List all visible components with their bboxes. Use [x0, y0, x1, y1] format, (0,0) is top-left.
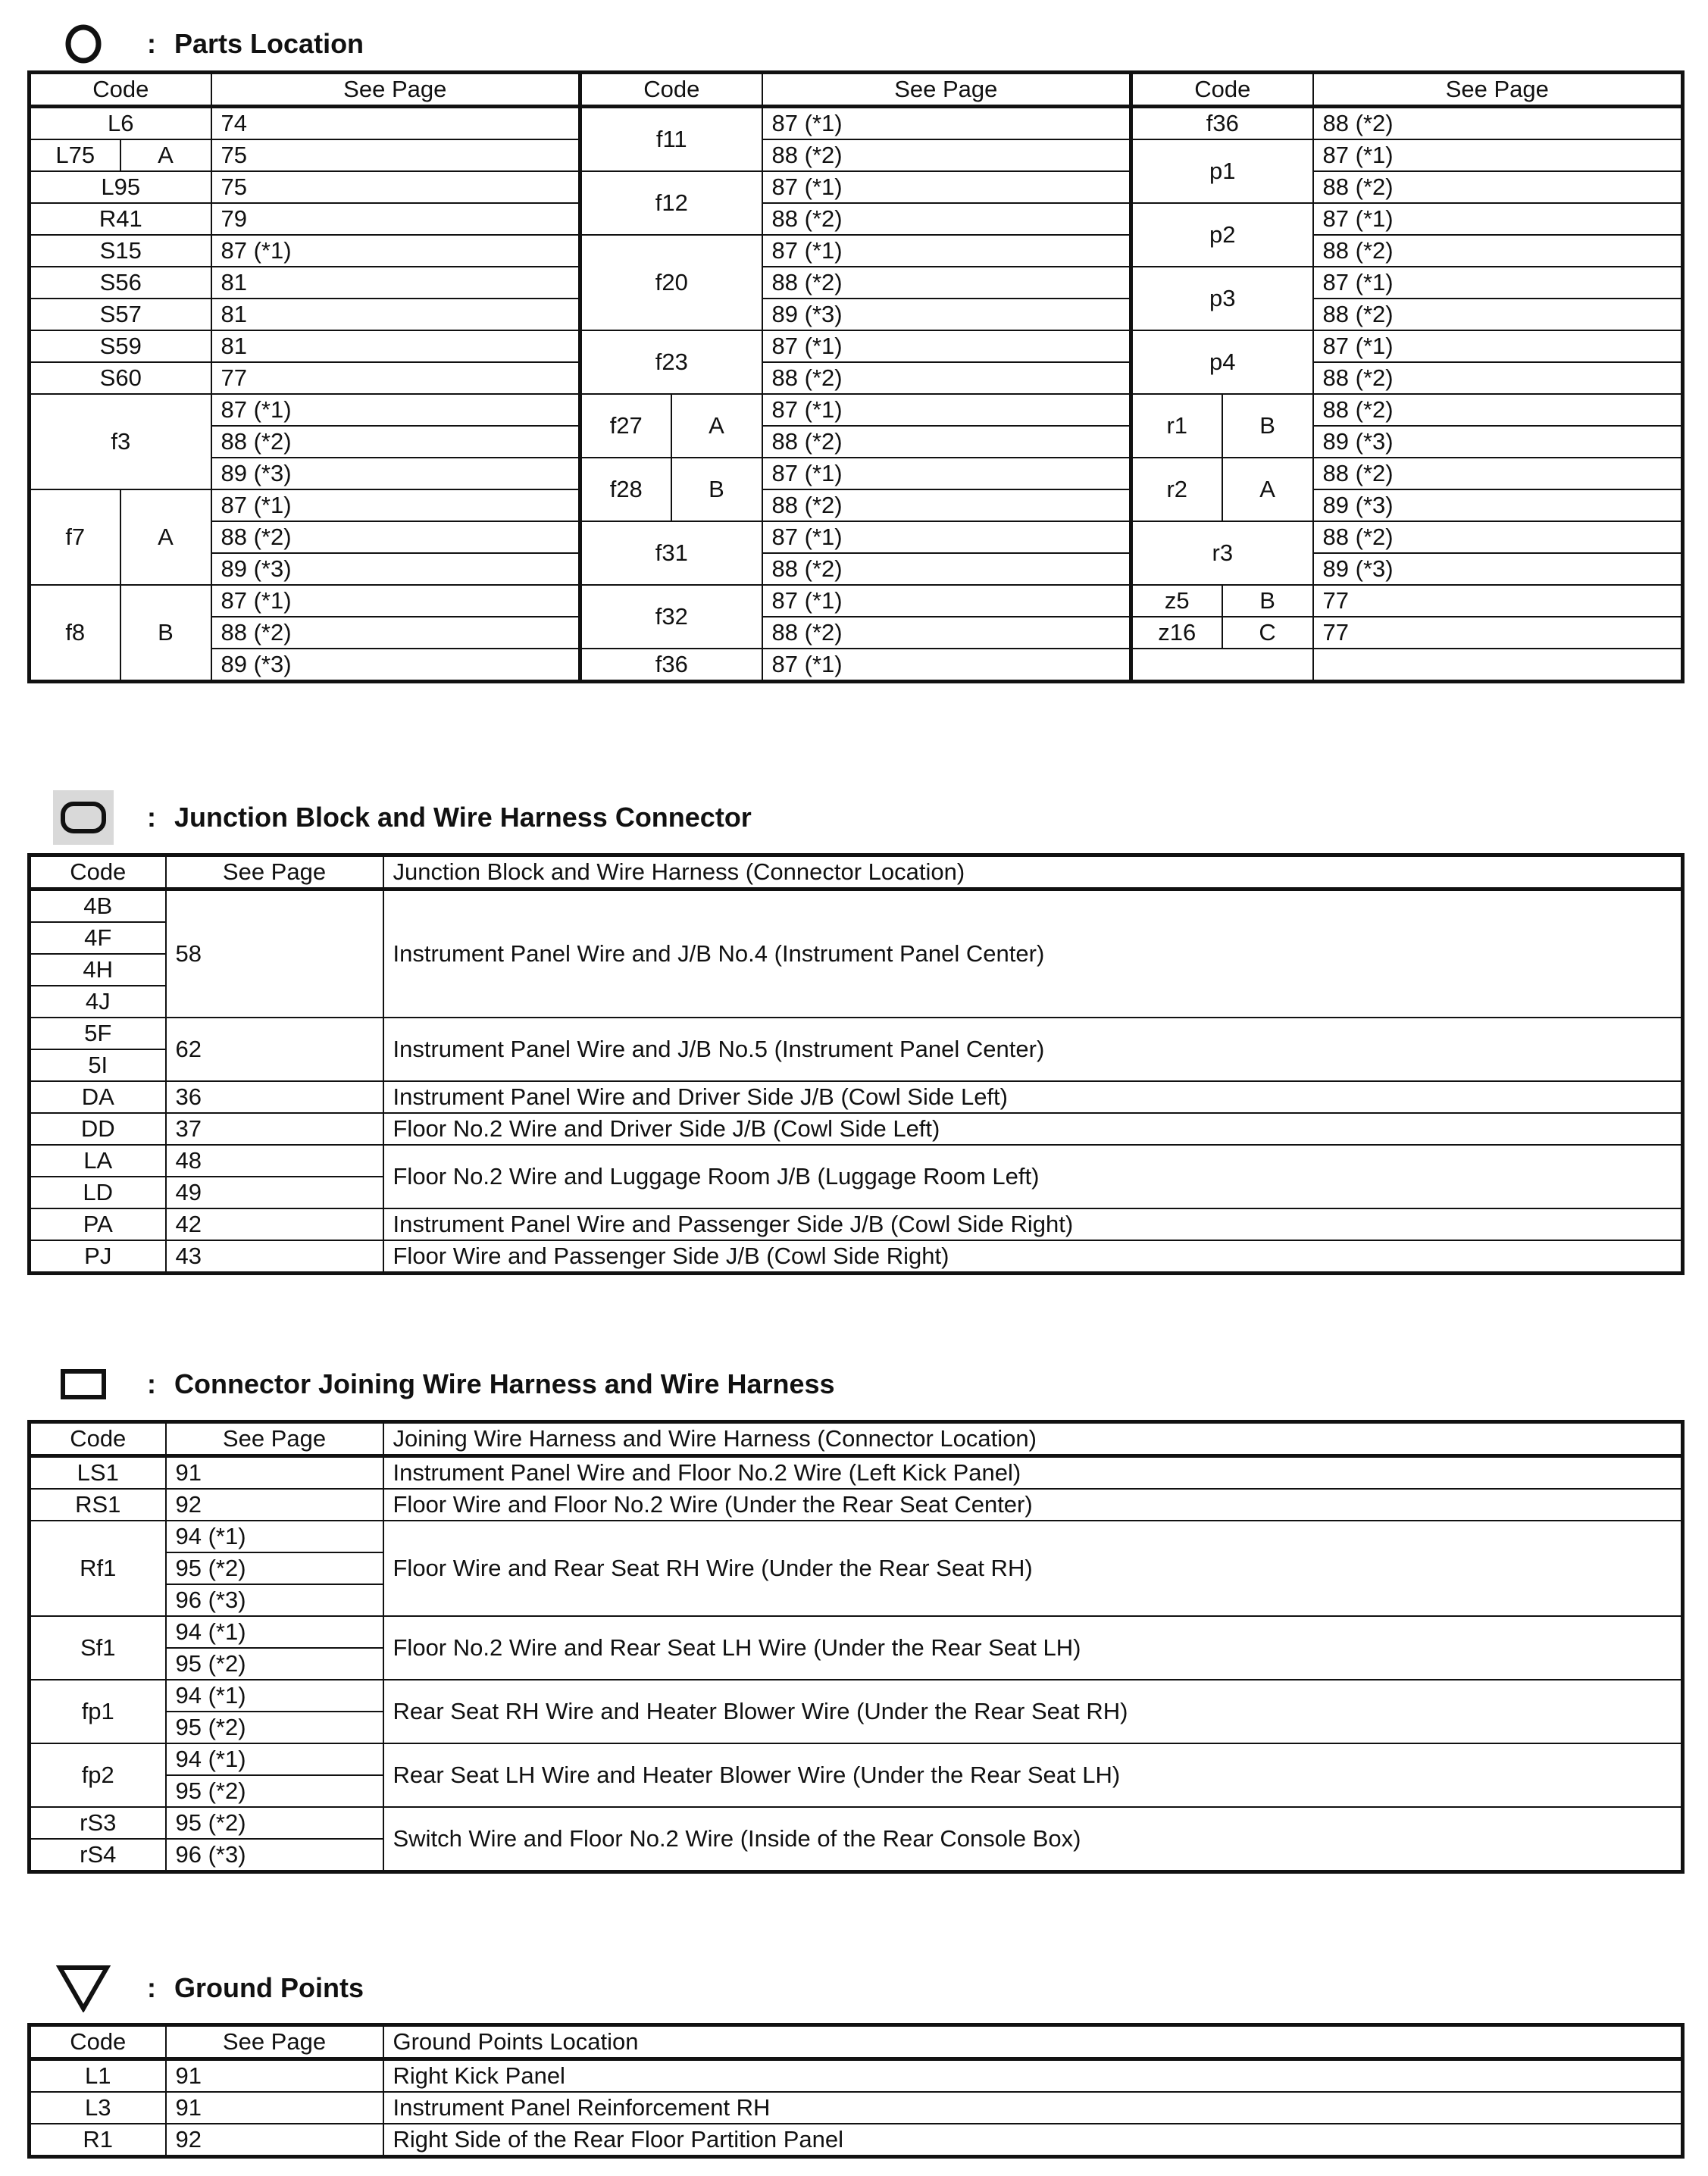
table-row [30, 1489, 1683, 1521]
location-cell: Switch Wire and Floor No.2 Wire (Inside of the Rear Console Box) [383, 1807, 1683, 1872]
location-cell: Right Kick Panel [383, 2059, 1683, 2093]
code-cell: LA [30, 1145, 166, 1177]
table-row [30, 1240, 1683, 1274]
table-row [30, 617, 1683, 649]
code-cell: f23 [580, 330, 762, 394]
code-cell: L95 [30, 171, 211, 203]
code-cell: 4F [30, 922, 166, 954]
section-title: Parts Location [174, 28, 364, 59]
see-page-cell: 88 (*2) [1313, 299, 1683, 330]
column-header: Junction Block and Wire Harness (Connector Location) [383, 855, 1683, 889]
code-cell: S15 [30, 235, 211, 267]
see-page-cell: 95 (*2) [166, 1807, 383, 1839]
code-cell [1131, 649, 1313, 682]
column-header: Ground Points Location [383, 2025, 1683, 2059]
see-page-cell: 89 (*3) [211, 458, 580, 489]
see-page-cell: 58 [166, 889, 383, 1018]
table-row [30, 585, 1683, 617]
see-page-cell: 95 (*2) [166, 1552, 383, 1584]
see-page-cell: 91 [166, 2092, 383, 2124]
see-page-cell: 88 (*2) [762, 362, 1131, 394]
table-row [30, 2092, 1683, 2124]
table-header-row [30, 2025, 1683, 2059]
see-page-cell: 95 (*2) [166, 1712, 383, 1743]
code-cell: DD [30, 1113, 166, 1145]
see-page-cell: 42 [166, 1208, 383, 1240]
code-cell: L75 [30, 139, 120, 171]
table-row [30, 2059, 1683, 2093]
see-page-cell: 81 [211, 267, 580, 299]
column-header: See Page [1313, 73, 1683, 107]
section-title: Connector Joining Wire Harness and Wire Harness [174, 1368, 835, 1399]
table-row [30, 299, 1683, 330]
code-cell: fp1 [30, 1680, 166, 1743]
code-cell: L6 [30, 107, 211, 140]
see-page-cell: 88 (*2) [211, 426, 580, 458]
code-cell: f27 [580, 394, 671, 458]
column-header: Code [30, 73, 211, 107]
see-page-cell: 87 (*1) [211, 585, 580, 617]
code-cell: rS3 [30, 1807, 166, 1839]
code-cell: f8 [30, 585, 120, 682]
column-header: Code [30, 2025, 166, 2059]
column-header: See Page [166, 855, 383, 889]
see-page-cell: 88 (*2) [1313, 235, 1683, 267]
see-page-cell: 81 [211, 330, 580, 362]
code-cell: S56 [30, 267, 211, 299]
location-cell: Rear Seat RH Wire and Heater Blower Wire (Under the Rear Seat RH) [383, 1680, 1683, 1743]
see-page-cell: 91 [166, 2059, 383, 2093]
table-row [30, 235, 1683, 267]
ground-points-table [27, 2023, 1685, 2159]
position-cell: A [671, 394, 762, 458]
code-cell: f36 [580, 649, 762, 682]
code-cell: f3 [30, 394, 211, 489]
down-triangle-icon [53, 1961, 114, 2015]
see-page-cell: 87 (*1) [762, 521, 1131, 553]
see-page-cell: 87 (*1) [762, 107, 1131, 140]
table-row [30, 553, 1683, 585]
see-page-cell: 87 (*1) [1313, 203, 1683, 235]
code-cell: Sf1 [30, 1616, 166, 1680]
see-page-cell: 87 (*1) [762, 458, 1131, 489]
see-page-cell: 87 (*1) [762, 585, 1131, 617]
see-page-cell: 87 (*1) [1313, 139, 1683, 171]
see-page-cell: 87 (*1) [211, 489, 580, 521]
see-page-cell: 89 (*3) [1313, 489, 1683, 521]
see-page-cell: 87 (*1) [762, 649, 1131, 682]
table-row [30, 649, 1683, 682]
code-cell: PA [30, 1208, 166, 1240]
code-cell: Rf1 [30, 1521, 166, 1616]
code-cell: LD [30, 1177, 166, 1208]
see-page-cell: 49 [166, 1177, 383, 1208]
table-row [30, 889, 1683, 923]
see-page-cell: 87 (*1) [762, 394, 1131, 426]
see-page-cell: 88 (*2) [1313, 521, 1683, 553]
table-row [30, 489, 1683, 521]
code-cell: f32 [580, 585, 762, 649]
parts-location-heading [53, 14, 364, 74]
parts-location-table [27, 70, 1685, 683]
see-page-cell: 88 (*2) [762, 617, 1131, 649]
column-header: See Page [762, 73, 1131, 107]
junction-block-heading [53, 787, 752, 848]
see-page-cell: 88 (*2) [762, 267, 1131, 299]
location-cell: Instrument Panel Wire and J/B No.4 (Instrument Panel Center) [383, 889, 1683, 1018]
position-cell: A [1222, 458, 1313, 521]
code-cell: f28 [580, 458, 671, 521]
code-cell: 4B [30, 889, 166, 923]
see-page-cell: 94 (*1) [166, 1680, 383, 1712]
table-row [30, 107, 1683, 140]
table-row [30, 521, 1683, 553]
position-cell: B [1222, 585, 1313, 617]
see-page-cell: 77 [211, 362, 580, 394]
see-page-cell: 87 (*1) [762, 171, 1131, 203]
code-cell: rS4 [30, 1839, 166, 1872]
code-cell: f11 [580, 107, 762, 172]
column-header: See Page [211, 73, 580, 107]
code-cell: z5 [1131, 585, 1222, 617]
table-row [30, 1680, 1683, 1712]
code-cell: S59 [30, 330, 211, 362]
code-cell: L1 [30, 2059, 166, 2093]
see-page-cell: 79 [211, 203, 580, 235]
code-cell: 5F [30, 1018, 166, 1049]
heading-colon: : [147, 28, 156, 59]
code-cell: p1 [1131, 139, 1313, 203]
table-row [30, 1018, 1683, 1049]
code-cell: z16 [1131, 617, 1222, 649]
table-row [30, 1145, 1683, 1177]
code-cell: f31 [580, 521, 762, 585]
heading-colon: : [147, 1972, 156, 2003]
see-page-cell [1313, 649, 1683, 682]
location-cell: Instrument Panel Wire and J/B No.5 (Instrument Panel Center) [383, 1018, 1683, 1081]
code-cell: r2 [1131, 458, 1222, 521]
location-cell: Instrument Panel Wire and Floor No.2 Wire (Left Kick Panel) [383, 1456, 1683, 1490]
location-cell: Right Side of the Rear Floor Partition Panel [383, 2124, 1683, 2157]
code-cell: S60 [30, 362, 211, 394]
location-cell: Rear Seat LH Wire and Heater Blower Wire (Under the Rear Seat LH) [383, 1743, 1683, 1807]
table-row [30, 426, 1683, 458]
table-row [30, 1113, 1683, 1145]
table-row [30, 1208, 1683, 1240]
connector-joining-table [27, 1420, 1685, 1874]
see-page-cell: 88 (*2) [211, 617, 580, 649]
location-cell: Instrument Panel Wire and Driver Side J/B (Cowl Side Left) [383, 1081, 1683, 1113]
table-row [30, 1456, 1683, 1490]
code-cell: S57 [30, 299, 211, 330]
column-header: See Page [166, 2025, 383, 2059]
see-page-cell: 87 (*1) [211, 394, 580, 426]
see-page-cell: 87 (*1) [1313, 330, 1683, 362]
code-cell: fp2 [30, 1743, 166, 1807]
see-page-cell: 88 (*2) [1313, 107, 1683, 140]
rounded-rect-icon [53, 790, 114, 845]
see-page-cell: 94 (*1) [166, 1743, 383, 1775]
see-page-cell: 77 [1313, 617, 1683, 649]
table-row [30, 1521, 1683, 1552]
table-row [30, 330, 1683, 362]
code-cell: 4H [30, 954, 166, 986]
section-title: Ground Points [174, 1972, 364, 2003]
see-page-cell: 89 (*3) [211, 649, 580, 682]
code-cell: p2 [1131, 203, 1313, 267]
table-row [30, 1743, 1683, 1775]
location-cell: Instrument Panel Reinforcement RH [383, 2092, 1683, 2124]
see-page-cell: 88 (*2) [762, 203, 1131, 235]
see-page-cell: 36 [166, 1081, 383, 1113]
position-cell: B [671, 458, 762, 521]
column-header: Code [30, 1422, 166, 1456]
code-cell: R41 [30, 203, 211, 235]
see-page-cell: 87 (*1) [762, 330, 1131, 362]
junction-block-table [27, 853, 1685, 1275]
table-row [30, 458, 1683, 489]
position-cell: A [120, 139, 211, 171]
see-page-cell: 92 [166, 1489, 383, 1521]
column-header: Joining Wire Harness and Wire Harness (Connector Location) [383, 1422, 1683, 1456]
table-row [30, 394, 1683, 426]
column-header: Code [580, 73, 762, 107]
table-header-row [30, 855, 1683, 889]
code-cell: r1 [1131, 394, 1222, 458]
see-page-cell: 88 (*2) [762, 489, 1131, 521]
see-page-cell: 87 (*1) [1313, 267, 1683, 299]
code-cell: L3 [30, 2092, 166, 2124]
see-page-cell: 88 (*2) [1313, 362, 1683, 394]
see-page-cell: 88 (*2) [762, 139, 1131, 171]
code-cell: 4J [30, 986, 166, 1018]
column-header: Code [30, 855, 166, 889]
see-page-cell: 89 (*3) [1313, 426, 1683, 458]
see-page-cell: 88 (*2) [762, 426, 1131, 458]
see-page-cell: 89 (*3) [211, 553, 580, 585]
table-row [30, 171, 1683, 203]
code-cell: f36 [1131, 107, 1313, 140]
see-page-cell: 88 (*2) [1313, 394, 1683, 426]
code-cell: DA [30, 1081, 166, 1113]
column-header: See Page [166, 1422, 383, 1456]
see-page-cell: 88 (*2) [211, 521, 580, 553]
see-page-cell: 87 (*1) [762, 235, 1131, 267]
see-page-cell: 75 [211, 171, 580, 203]
see-page-cell: 88 (*2) [1313, 171, 1683, 203]
location-cell: Floor No.2 Wire and Rear Seat LH Wire (Under the Rear Seat LH) [383, 1616, 1683, 1680]
code-cell: r3 [1131, 521, 1313, 585]
table-row [30, 139, 1683, 171]
position-cell: C [1222, 617, 1313, 649]
heading-colon: : [147, 802, 156, 833]
see-page-cell: 92 [166, 2124, 383, 2157]
code-cell: PJ [30, 1240, 166, 1274]
table-row [30, 2124, 1683, 2157]
table-row [30, 1616, 1683, 1648]
location-cell: Instrument Panel Wire and Passenger Side J/B (Cowl Side Right) [383, 1208, 1683, 1240]
see-page-cell: 77 [1313, 585, 1683, 617]
see-page-cell: 88 (*2) [1313, 458, 1683, 489]
see-page-cell: 94 (*1) [166, 1521, 383, 1552]
see-page-cell: 89 (*3) [762, 299, 1131, 330]
table-header-row [30, 1422, 1683, 1456]
code-cell: p3 [1131, 267, 1313, 330]
location-cell: Floor No.2 Wire and Driver Side J/B (Cowl Side Left) [383, 1113, 1683, 1145]
see-page-cell: 62 [166, 1018, 383, 1081]
see-page-cell: 89 (*3) [1313, 553, 1683, 585]
heading-colon: : [147, 1368, 156, 1399]
see-page-cell: 81 [211, 299, 580, 330]
table-row [30, 203, 1683, 235]
see-page-cell: 88 (*2) [762, 553, 1131, 585]
code-cell: f12 [580, 171, 762, 235]
table-row [30, 267, 1683, 299]
location-cell: Floor Wire and Rear Seat RH Wire (Under the Rear Seat RH) [383, 1521, 1683, 1616]
circle-icon [53, 17, 114, 71]
see-page-cell: 94 (*1) [166, 1616, 383, 1648]
see-page-cell: 95 (*2) [166, 1775, 383, 1807]
see-page-cell: 75 [211, 139, 580, 171]
code-cell: f7 [30, 489, 120, 585]
position-cell: B [120, 585, 211, 682]
position-cell: A [120, 489, 211, 585]
section-title: Junction Block and Wire Harness Connector [174, 802, 752, 833]
see-page-cell: 95 (*2) [166, 1648, 383, 1680]
location-cell: Floor No.2 Wire and Luggage Room J/B (Luggage Room Left) [383, 1145, 1683, 1208]
position-cell: B [1222, 394, 1313, 458]
table-header-row [30, 73, 1683, 107]
table-row [30, 1081, 1683, 1113]
code-cell: LS1 [30, 1456, 166, 1490]
code-cell: R1 [30, 2124, 166, 2157]
see-page-cell: 96 (*3) [166, 1584, 383, 1616]
code-cell: p4 [1131, 330, 1313, 394]
location-cell: Floor Wire and Passenger Side J/B (Cowl Side Right) [383, 1240, 1683, 1274]
see-page-cell: 48 [166, 1145, 383, 1177]
column-header: Code [1131, 73, 1313, 107]
see-page-cell: 43 [166, 1240, 383, 1274]
rectangle-icon [53, 1357, 114, 1412]
see-page-cell: 74 [211, 107, 580, 140]
code-cell: RS1 [30, 1489, 166, 1521]
see-page-cell: 37 [166, 1113, 383, 1145]
code-cell: f20 [580, 235, 762, 330]
table-row [30, 362, 1683, 394]
location-cell: Floor Wire and Floor No.2 Wire (Under the Rear Seat Center) [383, 1489, 1683, 1521]
connector-joining-heading [53, 1354, 835, 1415]
see-page-cell: 87 (*1) [211, 235, 580, 267]
code-cell: 5I [30, 1049, 166, 1081]
table-row [30, 1807, 1683, 1839]
see-page-cell: 96 (*3) [166, 1839, 383, 1872]
see-page-cell: 91 [166, 1456, 383, 1490]
ground-points-heading [53, 1958, 364, 2018]
